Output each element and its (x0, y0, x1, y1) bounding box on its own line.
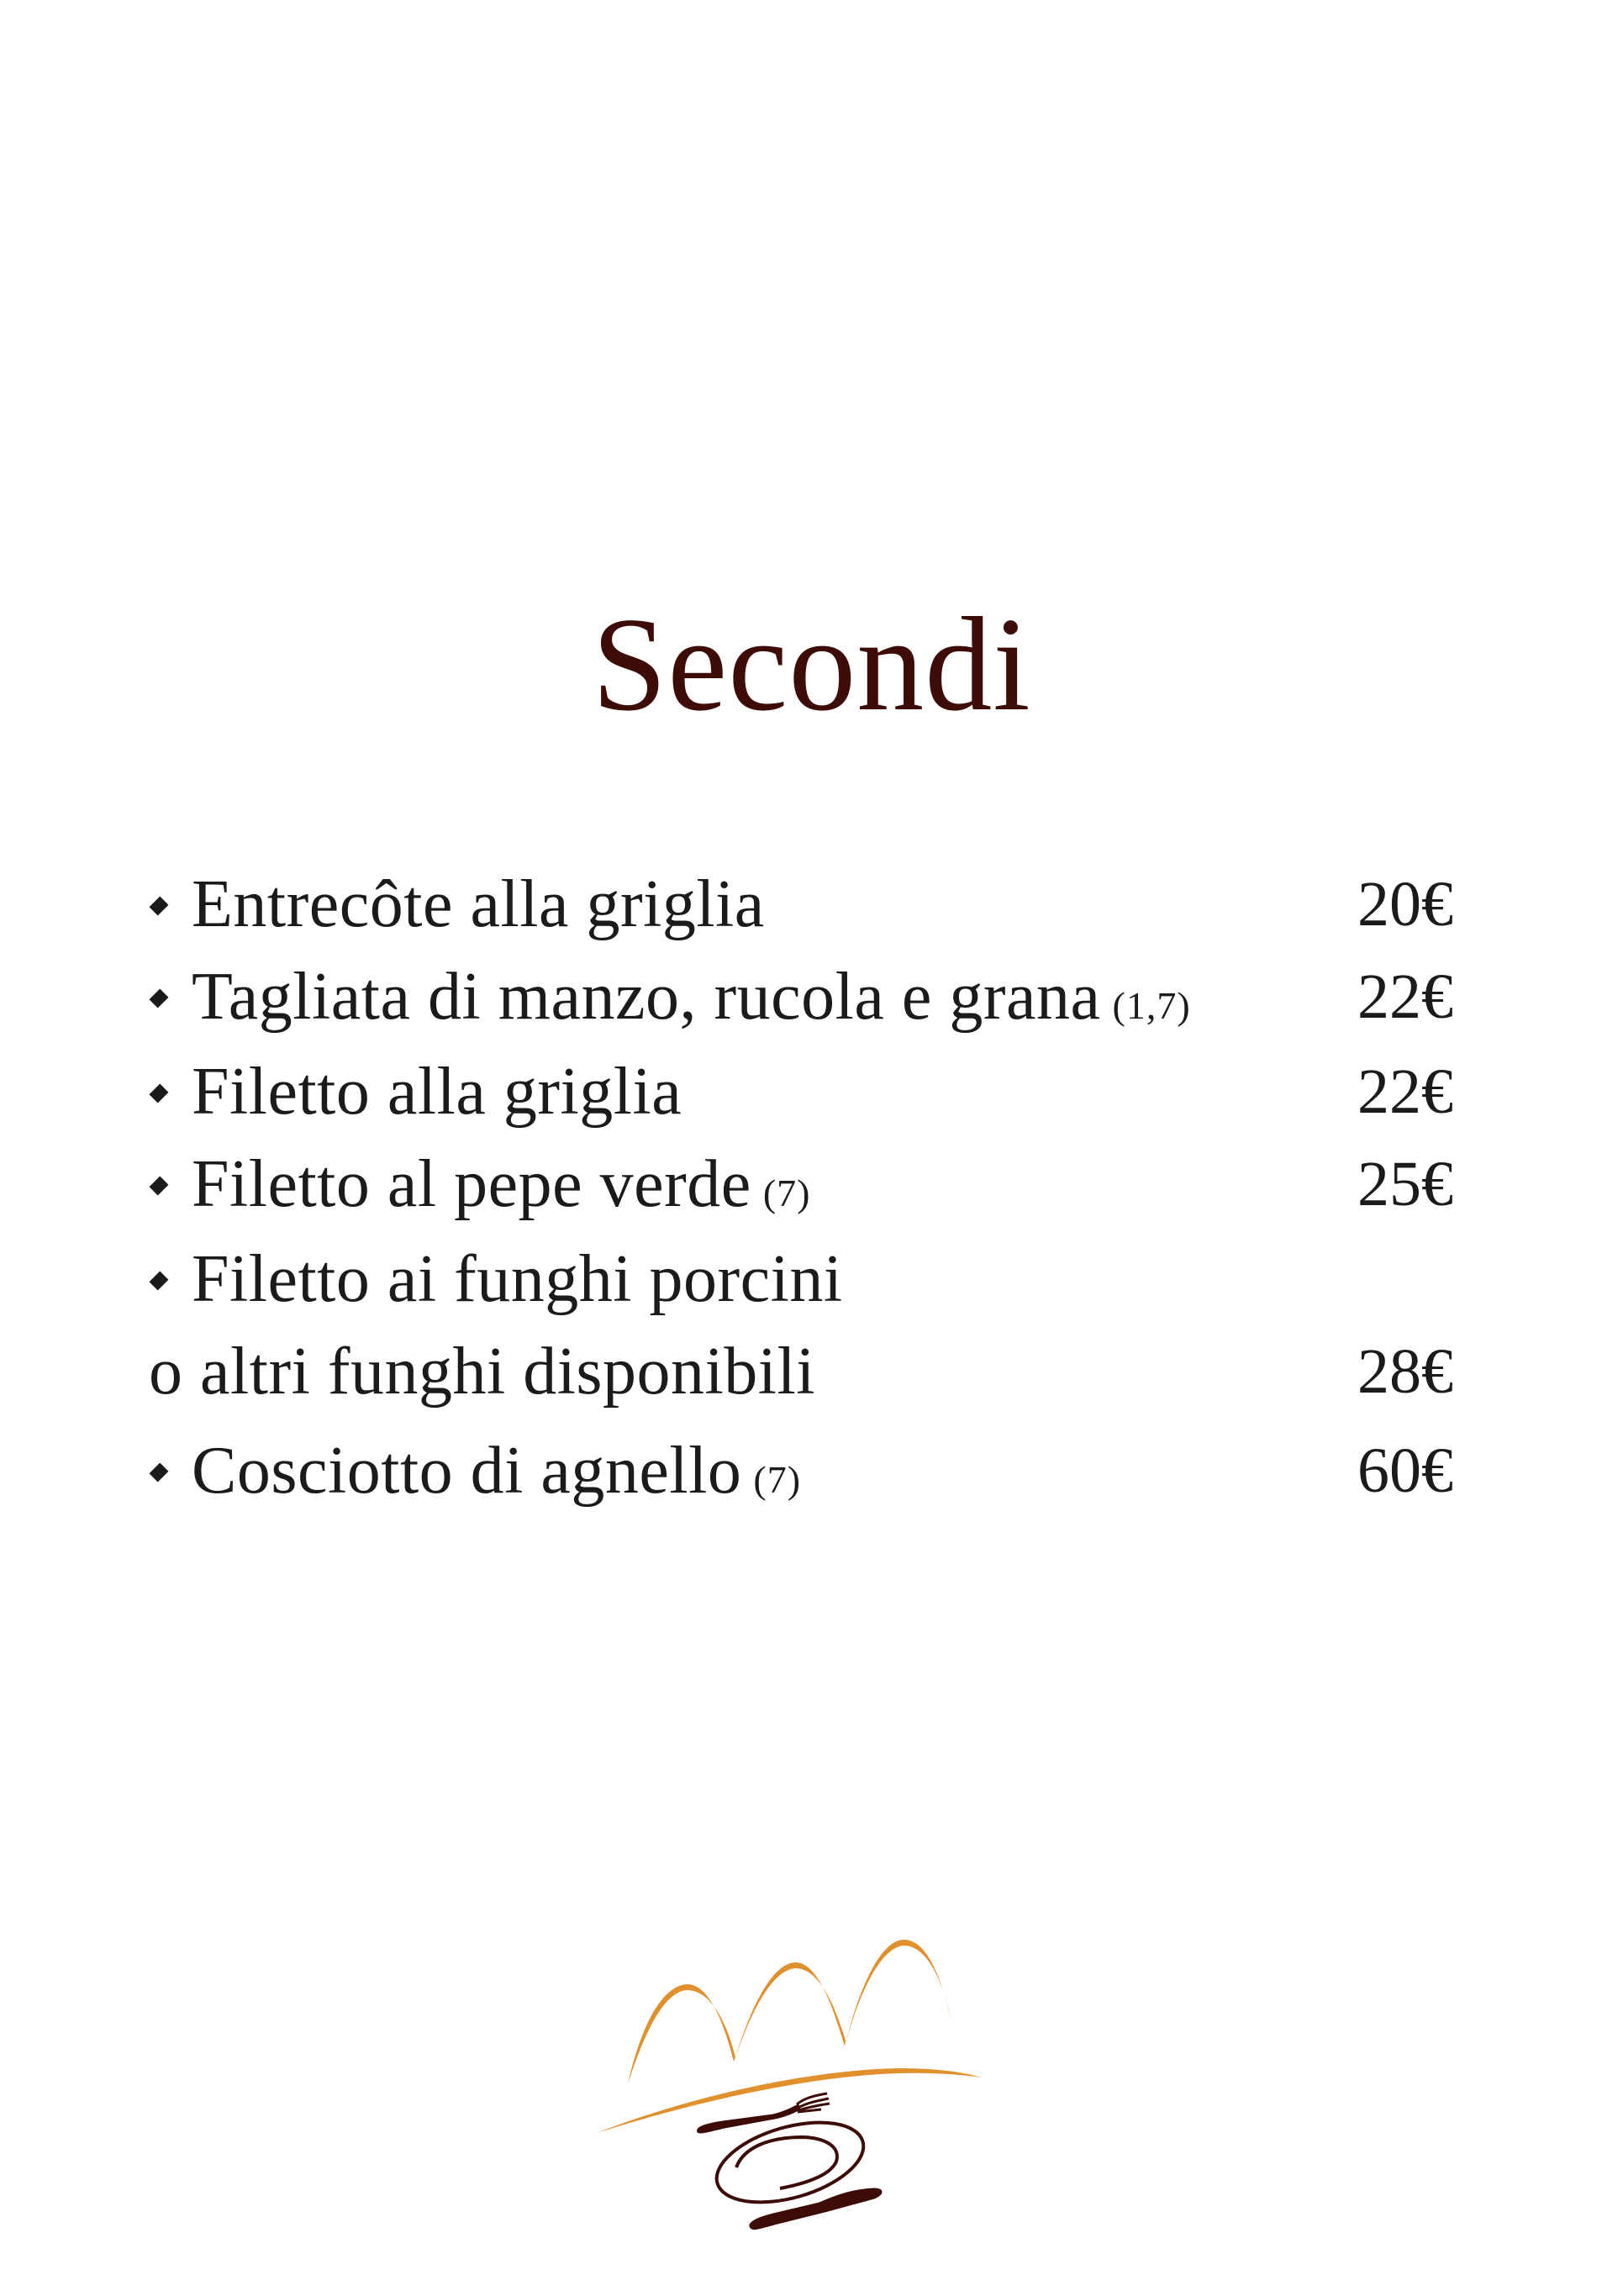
allergen-codes: (7) (762, 1172, 811, 1214)
menu-item (0, 1045, 1623, 1139)
dish-name-text: Cosciotto di agnello (192, 1434, 742, 1508)
diamond-bullet-icon (150, 1177, 169, 1196)
dish-name-text: Entrecôte alla griglia (192, 867, 765, 941)
dish-name (192, 950, 1191, 1053)
dish-price: 28€ (1357, 1336, 1453, 1407)
menu-item (0, 1137, 1623, 1231)
cutlery-icon (698, 2093, 882, 2230)
dish-name-text: Filetto al pepe verde (192, 1147, 751, 1221)
arches-icon (597, 1940, 982, 2133)
diamond-bullet-icon (150, 1463, 169, 1482)
dish-name (192, 1424, 801, 1527)
restaurant-logo (572, 1916, 1009, 2269)
dish-name-continuation: o altri funghi disponibili (149, 1335, 815, 1409)
menu-item (0, 950, 1623, 1044)
section-title: Secondi (592, 589, 1031, 739)
dish-name (192, 1137, 810, 1240)
menu-item (0, 1424, 1623, 1518)
dish-price: 22€ (1357, 961, 1453, 1032)
dish-name-text: Filetto ai funghi porcini (192, 1242, 843, 1316)
allergen-codes: (1,7) (1112, 984, 1191, 1027)
allergen-codes: (7) (753, 1458, 802, 1501)
knife-icon (750, 2188, 882, 2230)
dish-name-text: Tagliata di manzo, rucola e grana (192, 960, 1101, 1034)
dish-name-text: Filetto alla griglia (192, 1055, 682, 1129)
dish-price: 25€ (1357, 1149, 1453, 1219)
dish-name (192, 1232, 843, 1326)
dish-price: 20€ (1357, 869, 1453, 940)
dish-price: 60€ (1357, 1435, 1453, 1506)
diamond-bullet-icon (150, 1084, 169, 1103)
diamond-bullet-icon (150, 897, 169, 916)
dish-name (192, 857, 765, 951)
diamond-bullet-icon (150, 989, 169, 1008)
diamond-bullet-icon (150, 1272, 169, 1291)
dish-name (192, 1045, 682, 1139)
menu-item (0, 1232, 1623, 1420)
dish-price: 22€ (1357, 1056, 1453, 1127)
menu-item (0, 857, 1623, 951)
